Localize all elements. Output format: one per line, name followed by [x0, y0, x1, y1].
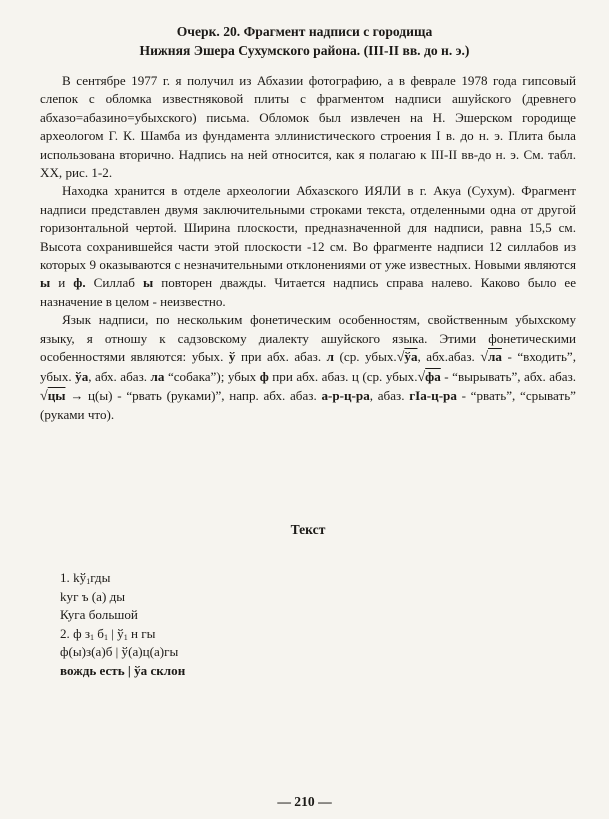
heading-line-1: Очерк. 20. Фрагмент надписи с городища: [176, 24, 433, 39]
page-number: — 210 —: [277, 794, 332, 809]
text-line-2: kуг ъ (а) ды: [60, 588, 126, 604]
section-title: Текст: [290, 522, 326, 537]
heading-line-2: Нижняя Эшера Сухумского района. (III-II вв. до н. э.): [139, 43, 470, 58]
transliteration-block: [60, 569, 360, 681]
text-line-4: 2. ф $з_1$ $б_1$ | $ў_1$ н гы: [60, 625, 156, 642]
paragraph-1: В сентябре 1977 г. я получил из Абхазии фотографию, а в феврале 1978 года гипсовый слепок с обломка известняковой плиты с фрагментом надписи ашуйского (древнего абхазо=абазино=убыхского) письма. Обломок был извлечен на Н. Эшерском городище археологом Г. К. Шамба из фундамента эллинистического строения I в. до н. э. Плита была использована вторично. Надпись на ней относится, как я полагаю к III-II вв-до н. э. См. табл. XX, рис. 1-2.: [40, 73, 576, 181]
text-line-5: ф(ы)з(а)б | ў(а)ц(а)гы: [60, 644, 179, 660]
text-line-1: 1. $kў_1гды$: [60, 570, 111, 586]
text-line-3: Куга большой: [60, 607, 138, 623]
radical-sign-icon: √: [40, 388, 48, 404]
body-text: [40, 72, 576, 425]
radical-sign-icon: √: [417, 369, 426, 385]
radical-sign-icon: √: [480, 350, 489, 366]
paragraph-3: Язык надписи, по нескольким фонетическим особенностям, свойственным убыхскому языку, я отношу к садзовскому диалекту ашуйского языка. Этими фонетическими особенностями являются: убых. ў при абх. абаз. л (ср. убых.√ўа, абх.абаз. √ла - “входить”, убых. ўа, абх. абаз. ла “собака”); убых ф при абх. абаз. ц (ср. убых.√фа - “вырывать”, абх. абаз. √цы → ц(ы) - “рвать (руками)”, напр. абх. абаз. а-р-ц-ра, абаз. гІа-ц-ра - “рвать”, “срывать” (руками что).: [40, 312, 577, 423]
paragraph-2: Находка хранится в отделе археологии Абхазского ИЯЛИ в г. Акуа (Сухум). Фрагмент надписи представлен двумя заключительными строками текста, отделенными одна от другой горизонтальной чертой. Ширина плоскости, предназначенной для надписи, равна 15,5 см. Высота сохранившейся части этой плоскости -12 см. Во фрагменте надписи 12 силлабов из которых 9 оказываются с незначительными отклонениями от уже известных. Новыми являются ы и ф. Силлаб ы повторен дважды. Читается надпись справа налево. Каково было ее назначение в целом - неизвестно.: [40, 183, 577, 309]
radical-sign-icon: √: [396, 350, 405, 366]
page-heading: [40, 22, 569, 60]
text-line-6: вождь есть | ўа склон: [60, 662, 186, 678]
